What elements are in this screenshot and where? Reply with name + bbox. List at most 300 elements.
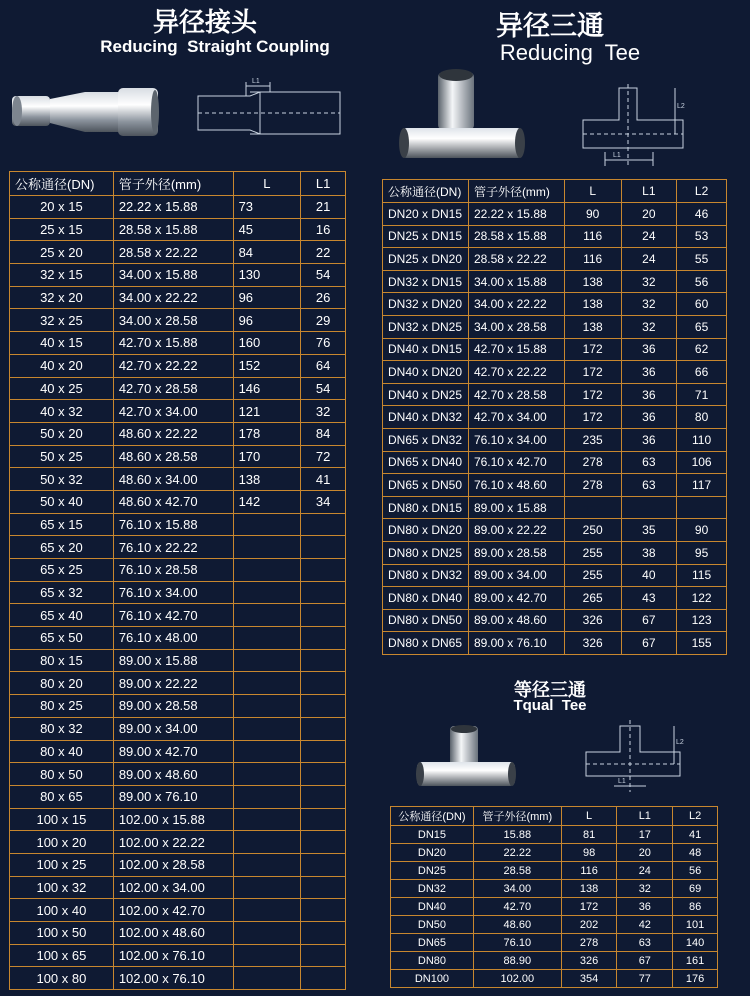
coupling-header-cell: L [233, 172, 301, 196]
table-row [10, 717, 346, 740]
table-cell: 100 x 50 [10, 922, 114, 945]
table-cell: 117 [677, 474, 727, 497]
table-cell: DN20 x DN15 [383, 203, 469, 226]
table-cell: 138 [561, 880, 617, 898]
coupling-table-header [10, 172, 346, 196]
table-cell [301, 899, 346, 922]
table-cell: 89.00 x 34.00 [468, 564, 564, 587]
table-cell: 48 [673, 844, 718, 862]
table-cell: 130 [233, 264, 301, 287]
table-cell: 71 [677, 383, 727, 406]
table-cell: 76.10 x 48.60 [468, 474, 564, 497]
table-cell: 123 [677, 609, 727, 632]
table-cell [233, 649, 301, 672]
table-cell: 172 [564, 383, 621, 406]
table-cell: 60 [677, 293, 727, 316]
equal-tee-header-cell: L1 [617, 807, 673, 826]
table-cell: 63 [621, 451, 677, 474]
table-cell: 100 x 32 [10, 876, 114, 899]
table-cell: 34.00 x 28.58 [113, 309, 233, 332]
table-cell [233, 513, 301, 536]
table-cell: 172 [564, 361, 621, 384]
table-cell [301, 536, 346, 559]
table-cell: 98 [561, 844, 617, 862]
reducing-tee-dim-l2-label: L2 [677, 103, 685, 110]
coupling-photo [10, 82, 160, 142]
table-cell: 40 x 20 [10, 354, 114, 377]
table-row [10, 876, 346, 899]
reducing-tee-header-cell: L1 [621, 180, 677, 203]
table-row [10, 763, 346, 786]
table-cell: DN40 x DN20 [383, 361, 469, 384]
table-cell: 36 [621, 406, 677, 429]
table-cell: DN80 x DN65 [383, 632, 469, 655]
table-cell: 24 [621, 225, 677, 248]
table-row [391, 880, 718, 898]
table-cell: 161 [673, 952, 718, 970]
table-row [383, 338, 727, 361]
table-cell: 76.10 x 42.70 [113, 604, 233, 627]
table-row [383, 541, 727, 564]
table-row [10, 513, 346, 536]
table-cell: DN20 [391, 844, 474, 862]
reducing-tee-photo [398, 66, 528, 166]
table-cell [233, 581, 301, 604]
table-row [391, 898, 718, 916]
table-cell: 76.10 [473, 934, 561, 952]
table-cell: 160 [233, 332, 301, 355]
table-cell [621, 496, 677, 519]
table-cell: 42.70 x 22.22 [113, 354, 233, 377]
reducing-tee-title-en: Reducing Tee [499, 40, 641, 65]
table-cell: 278 [564, 474, 621, 497]
table-cell: 255 [564, 564, 621, 587]
table-cell: 80 x 50 [10, 763, 114, 786]
table-cell: 89.00 x 48.60 [113, 763, 233, 786]
table-row [383, 609, 727, 632]
table-cell: 25 x 15 [10, 218, 114, 241]
table-cell: 32 [621, 270, 677, 293]
table-cell: 42.70 x 22.22 [468, 361, 564, 384]
reducing-tee-title-cn: 异径三通 [496, 11, 604, 42]
table-row [10, 808, 346, 831]
table-cell: DN65 x DN40 [383, 451, 469, 474]
table-row [383, 519, 727, 542]
table-cell: 89.00 x 28.58 [468, 541, 564, 564]
table-cell: 56 [677, 270, 727, 293]
table-cell: 34.00 x 15.88 [468, 270, 564, 293]
table-cell: 42.70 [473, 898, 561, 916]
table-cell: 24 [617, 862, 673, 880]
table-cell: DN40 [391, 898, 474, 916]
coupling-table [9, 171, 346, 990]
table-cell: DN25 x DN20 [383, 248, 469, 271]
table-cell: 65 x 15 [10, 513, 114, 536]
table-cell: 42.70 x 34.00 [113, 400, 233, 423]
table-cell: 32 x 25 [10, 309, 114, 332]
table-cell: 50 x 25 [10, 445, 114, 468]
table-cell: 100 x 40 [10, 899, 114, 922]
table-cell: 65 x 25 [10, 559, 114, 582]
table-cell: 40 x 25 [10, 377, 114, 400]
table-cell [233, 672, 301, 695]
table-cell: 45 [233, 218, 301, 241]
table-row [10, 309, 346, 332]
table-cell [564, 496, 621, 519]
table-cell: 42.70 x 15.88 [113, 332, 233, 355]
table-cell: 80 [677, 406, 727, 429]
table-cell: 66 [677, 361, 727, 384]
table-cell [233, 695, 301, 718]
coupling-header-cell: 公称通径(DN) [10, 172, 114, 196]
table-cell: DN80 x DN50 [383, 609, 469, 632]
table-cell [233, 763, 301, 786]
table-cell: DN32 x DN20 [383, 293, 469, 316]
table-cell [233, 876, 301, 899]
table-cell: DN25 x DN15 [383, 225, 469, 248]
table-cell [233, 853, 301, 876]
table-cell: 89.00 x 42.70 [468, 587, 564, 610]
coupling-dim-l1-label: L1 [252, 78, 260, 85]
table-row [10, 853, 346, 876]
table-cell: 34 [301, 490, 346, 513]
table-cell: 76.10 x 34.00 [113, 581, 233, 604]
table-row [10, 241, 346, 264]
table-row [383, 315, 727, 338]
coupling-header-cell: 管子外径(mm) [113, 172, 233, 196]
reducing-tee-header-cell: 公称通径(DN) [383, 180, 469, 203]
table-row [383, 225, 727, 248]
table-cell: 102.00 x 76.10 [113, 944, 233, 967]
table-cell: 81 [561, 826, 617, 844]
table-cell [301, 559, 346, 582]
table-cell: 138 [564, 293, 621, 316]
table-cell [233, 831, 301, 854]
table-cell: 43 [621, 587, 677, 610]
table-cell: 32 x 20 [10, 286, 114, 309]
table-cell: 32 x 15 [10, 264, 114, 287]
table-cell: 17 [617, 826, 673, 844]
table-row [391, 934, 718, 952]
reducing-tee-dim-l1-label: L1 [613, 152, 621, 159]
table-row [10, 559, 346, 582]
table-cell: 235 [564, 428, 621, 451]
table-cell: 138 [564, 315, 621, 338]
table-cell: 102.00 x 22.22 [113, 831, 233, 854]
table-cell: 29 [301, 309, 346, 332]
table-row [10, 922, 346, 945]
table-cell [301, 627, 346, 650]
table-cell: 76 [301, 332, 346, 355]
table-row [10, 196, 346, 219]
table-cell: 62 [677, 338, 727, 361]
table-cell: 40 x 15 [10, 332, 114, 355]
table-row [383, 496, 727, 519]
table-cell: 89.00 x 76.10 [468, 632, 564, 655]
table-cell: 326 [561, 952, 617, 970]
table-cell: 41 [301, 468, 346, 491]
table-cell: 36 [621, 338, 677, 361]
table-row [391, 916, 718, 934]
reducing-tee-table [382, 179, 727, 655]
table-cell: 100 x 20 [10, 831, 114, 854]
table-cell: 76.10 x 22.22 [113, 536, 233, 559]
table-cell: 110 [677, 428, 727, 451]
table-row [10, 899, 346, 922]
table-cell [233, 944, 301, 967]
table-row [10, 332, 346, 355]
table-cell: 116 [561, 862, 617, 880]
table-cell [233, 785, 301, 808]
table-cell: 65 [677, 315, 727, 338]
table-cell: 28.58 [473, 862, 561, 880]
reducing-tee-header-cell: L2 [677, 180, 727, 203]
table-cell: 55 [677, 248, 727, 271]
table-cell: 80 x 40 [10, 740, 114, 763]
table-cell: 102.00 x 28.58 [113, 853, 233, 876]
table-cell [301, 785, 346, 808]
table-cell: 67 [621, 632, 677, 655]
table-cell: DN40 x DN25 [383, 383, 469, 406]
table-cell: 84 [233, 241, 301, 264]
table-cell: 26 [301, 286, 346, 309]
table-cell: 72 [301, 445, 346, 468]
table-cell: 40 [621, 564, 677, 587]
table-cell: 116 [564, 225, 621, 248]
table-cell: 36 [621, 428, 677, 451]
table-cell: 140 [673, 934, 718, 952]
table-cell: 40 x 32 [10, 400, 114, 423]
equal-tee-title-en: Tqual Tee [513, 697, 587, 714]
table-cell: DN65 x DN32 [383, 428, 469, 451]
table-row [10, 490, 346, 513]
table-cell: 36 [621, 383, 677, 406]
table-cell: DN80 x DN32 [383, 564, 469, 587]
equal-tee-table-header [391, 807, 718, 826]
table-cell: 250 [564, 519, 621, 542]
table-row [391, 862, 718, 880]
table-cell: 76.10 x 48.00 [113, 627, 233, 650]
table-cell [301, 853, 346, 876]
table-cell: 84 [301, 422, 346, 445]
table-row [383, 248, 727, 271]
table-cell: 41 [673, 826, 718, 844]
table-cell [301, 967, 346, 990]
table-cell: 65 x 32 [10, 581, 114, 604]
table-cell [233, 899, 301, 922]
table-row [10, 445, 346, 468]
table-cell: 76.10 x 28.58 [113, 559, 233, 582]
table-cell [301, 808, 346, 831]
table-cell: 69 [673, 880, 718, 898]
table-cell: DN80 [391, 952, 474, 970]
table-cell: 56 [673, 862, 718, 880]
table-cell: 35 [621, 519, 677, 542]
table-cell: 32 [617, 880, 673, 898]
table-cell: 28.58 x 15.88 [468, 225, 564, 248]
table-cell: 265 [564, 587, 621, 610]
table-row [383, 270, 727, 293]
table-cell: 50 x 32 [10, 468, 114, 491]
table-cell: 67 [617, 952, 673, 970]
table-cell: 48.60 [473, 916, 561, 934]
table-row [10, 286, 346, 309]
equal-tee-dimension-drawing [580, 716, 690, 796]
table-row [383, 474, 727, 497]
equal-tee-title-cn: 等径三通 [514, 680, 586, 701]
table-cell: 122 [677, 587, 727, 610]
table-row [10, 377, 346, 400]
table-cell: 80 x 32 [10, 717, 114, 740]
table-cell [301, 876, 346, 899]
table-cell: 80 x 15 [10, 649, 114, 672]
table-row [10, 649, 346, 672]
table-cell: 121 [233, 400, 301, 423]
table-cell [301, 922, 346, 945]
table-cell [301, 695, 346, 718]
table-row [383, 383, 727, 406]
table-cell: DN65 x DN50 [383, 474, 469, 497]
table-cell: 77 [617, 970, 673, 988]
table-cell: 53 [677, 225, 727, 248]
table-cell: DN80 x DN15 [383, 496, 469, 519]
table-cell: 89.00 x 76.10 [113, 785, 233, 808]
table-cell [301, 581, 346, 604]
table-row [10, 831, 346, 854]
table-cell: 20 [617, 844, 673, 862]
table-cell: 89.00 x 15.88 [113, 649, 233, 672]
reducing-tee-table-header [383, 180, 727, 203]
table-cell [233, 627, 301, 650]
table-cell: 65 x 20 [10, 536, 114, 559]
table-cell: 116 [564, 248, 621, 271]
table-cell: 34.00 x 22.22 [113, 286, 233, 309]
table-row [10, 264, 346, 287]
table-row [391, 952, 718, 970]
table-cell: 34.00 [473, 880, 561, 898]
table-cell: 22.22 x 15.88 [113, 196, 233, 219]
table-cell: 20 [621, 203, 677, 226]
table-cell: 20 x 15 [10, 196, 114, 219]
table-cell: DN25 [391, 862, 474, 880]
table-cell: 54 [301, 377, 346, 400]
equal-tee-dim-l1-label: L1 [618, 778, 626, 785]
table-cell: 42.70 x 28.58 [468, 383, 564, 406]
table-cell: 278 [561, 934, 617, 952]
table-cell: 24 [621, 248, 677, 271]
table-cell: 76.10 x 42.70 [468, 451, 564, 474]
table-cell: 86 [673, 898, 718, 916]
table-row [10, 218, 346, 241]
reducing-tee-header-cell: 管子外径(mm) [468, 180, 564, 203]
table-row [383, 293, 727, 316]
table-cell: 102.00 x 76.10 [113, 967, 233, 990]
table-cell: 96 [233, 309, 301, 332]
table-cell: 76.10 x 34.00 [468, 428, 564, 451]
table-cell: 101 [673, 916, 718, 934]
table-cell: 89.00 x 22.22 [113, 672, 233, 695]
table-cell: 42.70 x 15.88 [468, 338, 564, 361]
table-row [383, 406, 727, 429]
table-cell: 15.88 [473, 826, 561, 844]
table-cell: 22.22 x 15.88 [468, 203, 564, 226]
equal-tee-header-cell: 管子外径(mm) [473, 807, 561, 826]
table-cell [677, 496, 727, 519]
table-cell: 48.60 x 28.58 [113, 445, 233, 468]
table-cell: 42.70 x 34.00 [468, 406, 564, 429]
table-cell: DN15 [391, 826, 474, 844]
table-cell: 89.00 x 42.70 [113, 740, 233, 763]
table-cell: 48.60 x 42.70 [113, 490, 233, 513]
table-cell: 32 [621, 315, 677, 338]
table-cell [301, 944, 346, 967]
table-cell: 36 [621, 361, 677, 384]
table-cell: DN40 x DN32 [383, 406, 469, 429]
coupling-title-en: Reducing Straight Coupling [100, 37, 330, 56]
coupling-title-cn: 异径接头 [152, 8, 257, 38]
table-cell: 80 x 65 [10, 785, 114, 808]
table-cell: 172 [564, 338, 621, 361]
table-cell: 32 [621, 293, 677, 316]
table-cell: 95 [677, 541, 727, 564]
table-cell: 46 [677, 203, 727, 226]
table-cell: 42.70 x 28.58 [113, 377, 233, 400]
table-cell: 102.00 x 34.00 [113, 876, 233, 899]
equal-tee-header-cell: L2 [673, 807, 718, 826]
table-cell: 22 [301, 241, 346, 264]
table-cell [233, 967, 301, 990]
table-cell: 67 [621, 609, 677, 632]
table-cell: 89.00 x 28.58 [113, 695, 233, 718]
table-cell: 63 [617, 934, 673, 952]
table-cell: 28.58 x 15.88 [113, 218, 233, 241]
table-cell: 146 [233, 377, 301, 400]
table-row [10, 581, 346, 604]
table-cell: 73 [233, 196, 301, 219]
table-cell: 32 [301, 400, 346, 423]
equal-tee-header-cell: L [561, 807, 617, 826]
table-cell: 28.58 x 22.22 [113, 241, 233, 264]
table-cell: DN32 x DN15 [383, 270, 469, 293]
table-cell: 76.10 x 15.88 [113, 513, 233, 536]
table-cell: 138 [233, 468, 301, 491]
table-cell: DN100 [391, 970, 474, 988]
table-row [383, 361, 727, 384]
table-cell: 34.00 x 22.22 [468, 293, 564, 316]
table-row [10, 672, 346, 695]
table-cell: 102.00 x 42.70 [113, 899, 233, 922]
table-cell: 152 [233, 354, 301, 377]
table-cell: 100 x 65 [10, 944, 114, 967]
table-row [383, 564, 727, 587]
table-cell: 326 [564, 609, 621, 632]
reducing-tee-header-cell: L [564, 180, 621, 203]
equal-tee-header-cell: 公称通径(DN) [391, 807, 474, 826]
table-cell: 21 [301, 196, 346, 219]
table-row [391, 844, 718, 862]
equal-tee-photo [414, 722, 519, 792]
table-cell: 90 [677, 519, 727, 542]
table-row [10, 468, 346, 491]
table-cell [301, 740, 346, 763]
table-cell: 36 [617, 898, 673, 916]
table-row [383, 428, 727, 451]
table-cell: 100 x 25 [10, 853, 114, 876]
table-cell: 102.00 x 15.88 [113, 808, 233, 831]
table-row [10, 536, 346, 559]
table-cell: 25 x 20 [10, 241, 114, 264]
table-cell: 38 [621, 541, 677, 564]
